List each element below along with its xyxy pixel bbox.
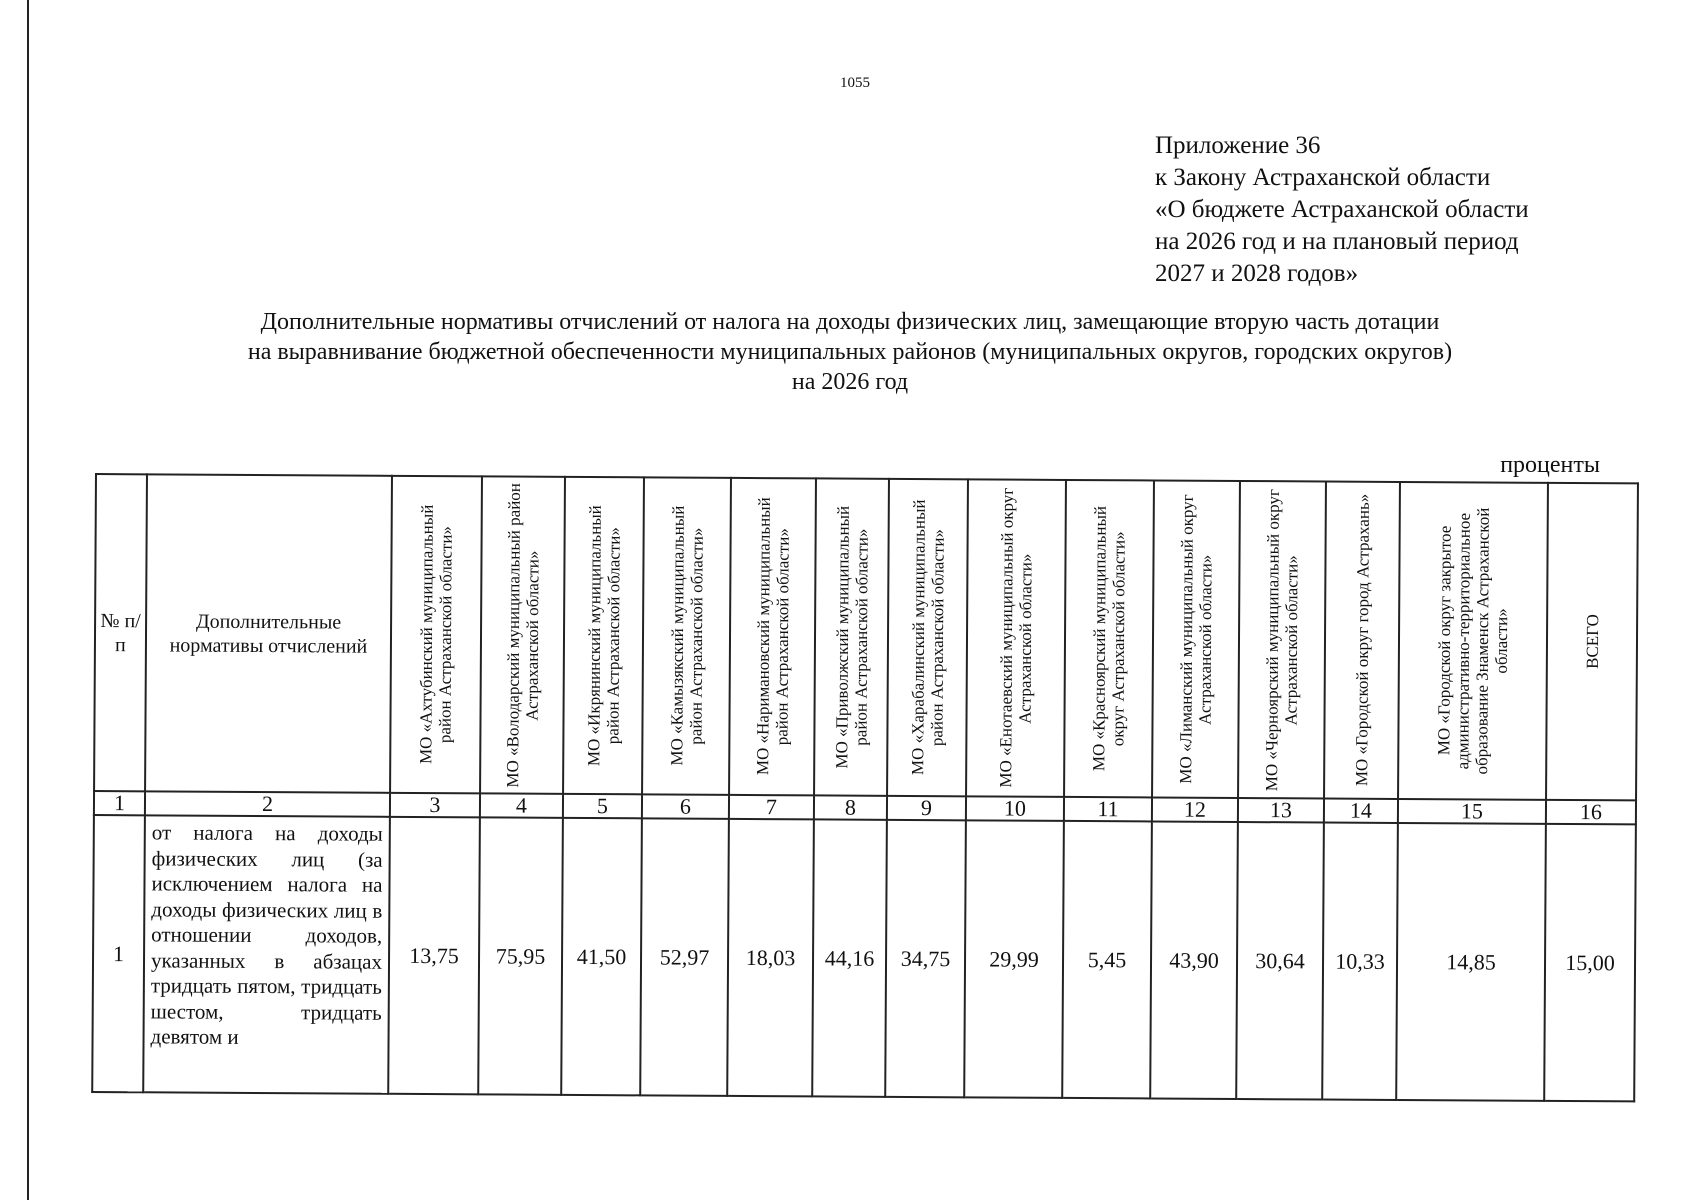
total-value-cell: 15,00	[1544, 824, 1636, 1102]
value-cell: 52,97	[640, 818, 729, 1096]
units-label: проценты	[1500, 452, 1600, 478]
appendix-line: 2027 и 2028 годов»	[1155, 260, 1359, 287]
table-row	[92, 815, 1636, 1101]
column-number-cell: 12	[1152, 797, 1238, 822]
row-description-cell: от налога на доходы физических лиц (за исключением налога на доходы физических лиц в отношении доходов, указанных в абзацах тридцать пятом, тридцать шестом, тридцать девятом и	[143, 815, 390, 1093]
column-number-cell: 5	[563, 794, 642, 818]
document-title	[150, 307, 1550, 397]
value-cell: 29,99	[964, 820, 1064, 1098]
title-line: на 2026 год	[791, 369, 909, 395]
header-cell: МО «Икрянинский муниципальный район Астраханской области»	[563, 477, 644, 794]
header-cell: № п/п	[94, 474, 147, 791]
page-margin-line	[27, 0, 29, 1200]
norms-table	[91, 473, 1639, 1102]
header-row	[94, 474, 1638, 800]
column-number-cell: 8	[814, 795, 887, 819]
header-cell: МО «Ахтубинский муниципальный район Астраханской области»	[390, 476, 482, 794]
appendix-line: «О бюджете Астраханской области	[1155, 196, 1529, 223]
value-cell: 75,95	[478, 817, 563, 1095]
header-cell: МО «Черноярский муниципальный округ Астраханской области»	[1238, 481, 1326, 799]
column-number-cell: 3	[390, 793, 480, 818]
value-cell: 13,75	[388, 817, 480, 1095]
header-cell: МО «Володарский муниципальный район Астраханской области»	[480, 476, 565, 794]
value-cell: 10,33	[1322, 823, 1398, 1100]
column-number-cell: 11	[1064, 797, 1152, 822]
value-cell: 34,75	[885, 820, 966, 1097]
header-cell: МО «Наримановский муниципальный район Астраханской области»	[729, 478, 816, 796]
column-number-cell: 14	[1324, 799, 1398, 823]
value-cell: 30,64	[1236, 822, 1324, 1100]
appendix-line: Приложение 36	[1155, 132, 1321, 159]
header-cell: МО «Енотаевский муниципальный округ Астраханской области»	[966, 479, 1066, 797]
column-number-cell: 9	[887, 796, 966, 820]
header-cell: МО «Красноярский муниципальный округ Астраханской области»	[1064, 480, 1154, 798]
header-cell: МО «Городской округ закрытое административно-территориальное образование Знаменск Астраханской области»	[1398, 482, 1548, 800]
row-number-cell: 1	[92, 815, 145, 1092]
column-number-cell: 7	[729, 795, 814, 820]
header-cell: МО «Харабалинский муниципальный район Астраханской области»	[887, 479, 968, 796]
column-number-cell: 2	[145, 791, 390, 816]
value-cell: 43,90	[1150, 821, 1238, 1099]
table-wrapper	[91, 473, 1639, 1102]
value-cell: 18,03	[727, 819, 814, 1097]
appendix-line: на 2026 год и на плановый период	[1155, 228, 1519, 255]
title-line: Дополнительные нормативы отчислений от налога на доходы физических лиц, замещающие вторую часть дотации	[260, 309, 1440, 335]
header-cell: МО «Приволжский муниципальный район Астраханской области»	[814, 478, 889, 795]
column-number-cell: 10	[966, 796, 1064, 821]
column-number-cell: 4	[480, 793, 563, 818]
header-cell: ВСЕГО	[1546, 483, 1638, 801]
title-line: на выравнивание бюджетной обеспеченности муниципальных районов (муниципальных округов, городских округов)	[247, 339, 1453, 365]
value-cell: 41,50	[561, 818, 642, 1095]
header-cell: МО «Камызякский муниципальный район Астраханской области»	[642, 477, 731, 795]
appendix-block	[1155, 130, 1529, 290]
value-cell: 14,85	[1396, 823, 1546, 1101]
column-number-cell: 13	[1238, 798, 1324, 823]
column-number-cell: 15	[1398, 799, 1546, 824]
appendix-line: к Закону Астраханской области	[1155, 164, 1491, 191]
column-number-cell: 1	[94, 791, 145, 815]
value-cell: 44,16	[812, 819, 887, 1096]
header-cell: Дополнительные нормативы отчислений	[145, 474, 392, 792]
header-cell: МО «Лиманский муниципальный округ Астраханской области»	[1152, 480, 1240, 798]
column-number-cell: 6	[642, 794, 729, 819]
page-number: 1055	[840, 75, 870, 91]
column-number-cell: 16	[1546, 800, 1636, 825]
header-cell: МО «Городской округ город Астрахань»	[1324, 482, 1400, 799]
value-cell: 5,45	[1062, 821, 1152, 1099]
